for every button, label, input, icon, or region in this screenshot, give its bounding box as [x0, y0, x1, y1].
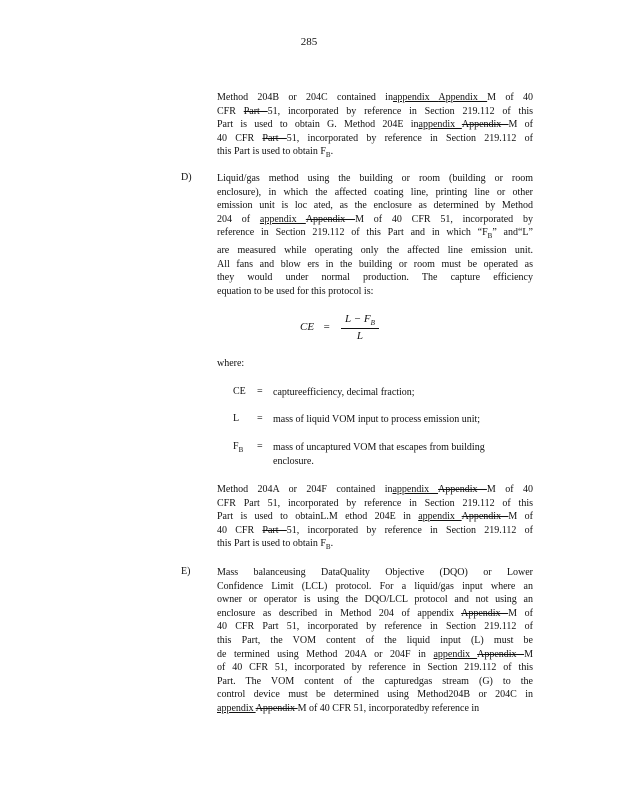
text-line: [217, 213, 533, 227]
definition-text: mass of liquid VOM input to process emission unit;: [273, 414, 481, 425]
inserted-text: appendix: [259, 213, 306, 225]
text-run: CFR: [217, 105, 244, 117]
inserted-text: Appendix: [438, 92, 488, 103]
text-run: Liquid/gas method using the building or room (building or room: [217, 173, 533, 184]
text-run: Method 204B or 204C contained in: [217, 92, 393, 103]
text-run: 51, incorporated by reference in Section 219.112 of this: [267, 105, 533, 117]
definition-symbol: CE: [233, 386, 246, 397]
struck-text: Part: [262, 524, 287, 536]
text-run: ” and“L”: [492, 227, 533, 239]
text-run: B: [325, 543, 331, 552]
paragraph-liquid-gas-method: [217, 172, 533, 298]
text-run: .: [330, 538, 334, 550]
text-run: Part. The VOM content of the capturedgas stream (G) to the: [217, 675, 533, 687]
text-run: 51, incorporated by reference in Section 219.112 of: [286, 524, 534, 536]
text-run: emission unit is loc ated, as the enclosure as determined by Method: [217, 200, 533, 212]
capture-efficiency-equation: [300, 313, 379, 342]
text-run: Mass balanceusing DataQuality Objective (DQO) or Lower: [217, 567, 533, 578]
struck-text: Appendix: [461, 119, 509, 131]
inserted-text: appendix: [217, 702, 256, 714]
section-label-e: E): [181, 566, 191, 577]
text-line: [217, 258, 533, 272]
inserted-text: appendix: [392, 92, 439, 103]
struck-text: Part: [262, 132, 287, 144]
struck-text: Appendix: [461, 511, 509, 523]
struck-text: Appendix: [438, 484, 487, 495]
text-line: [217, 566, 533, 580]
text-run: Method 204A or 204F contained in: [217, 484, 393, 495]
inserted-text: appendix: [433, 648, 478, 660]
text-line: [217, 91, 533, 105]
definition-text: captureefficiency, decimal fraction;: [273, 387, 415, 398]
text-run: of 40 CFR 51, incorporated by reference in Section 219.112 of this: [217, 662, 533, 674]
text-run: B: [487, 232, 493, 241]
text-run: CFR Part 51, incorporated by reference in Section 219.112 of this: [217, 497, 533, 509]
struck-text: Appendix: [255, 702, 298, 714]
text-run: this Part is used to obtain F: [217, 146, 326, 158]
text-run: owner or operator is using the DQO/LCL protocol and not using an: [217, 594, 533, 606]
where-label: where:: [217, 358, 245, 369]
definition-symbol: $F_B$: [233, 441, 244, 454]
text-line: [217, 607, 533, 621]
text-line: [217, 580, 533, 594]
text-line: [217, 537, 533, 555]
text-line: [217, 702, 533, 716]
text-line: [217, 105, 533, 119]
text-run: 40 CFR: [217, 524, 263, 536]
text-line: [217, 688, 533, 702]
text-run: 40 CFR Part 51, incorporated by reference in Section 219.112 of: [217, 621, 533, 633]
text-run: M of: [508, 607, 533, 619]
struck-text: Part: [243, 105, 268, 117]
text-line: [217, 244, 533, 258]
equation-denominator: L: [356, 330, 363, 343]
paragraph-method-204a: [217, 483, 533, 555]
text-line: [217, 271, 533, 285]
text-line: [217, 648, 533, 662]
inserted-text: appendix: [418, 511, 462, 523]
text-run: 204 of: [217, 213, 260, 225]
text-run: .: [330, 146, 334, 158]
definition-symbol: L: [233, 413, 240, 424]
text-line: [217, 132, 533, 146]
text-run: M of: [508, 511, 533, 523]
text-line: [217, 675, 533, 689]
text-line: [217, 634, 533, 648]
text-line: [217, 483, 533, 497]
text-run: de termined using Method 204A or 204F in: [217, 648, 434, 660]
text-run: B: [325, 151, 331, 160]
text-line: [217, 186, 533, 200]
text-line: [217, 172, 533, 186]
text-run: this Part is used to obtain F: [217, 538, 326, 550]
text-line: [217, 145, 533, 163]
definition-equals: =: [257, 413, 263, 424]
text-run: enclosure as described in Method 204 of appendix: [217, 607, 462, 619]
text-line: [217, 524, 533, 538]
text-line: [217, 497, 533, 511]
struck-text: Appendix: [477, 648, 525, 660]
text-run: Part is used to obtain G. Method 204E in: [217, 119, 419, 131]
struck-text: Appendix: [305, 213, 356, 225]
text-run: 40 CFR: [217, 132, 263, 144]
definition-equals: =: [257, 386, 263, 397]
text-run: 51, incorporated by reference in Section 219.112 of: [286, 132, 534, 144]
text-line: [217, 226, 533, 244]
text-run: this Part, the VOM content of the liquid input (L) must be: [217, 634, 533, 646]
text-run: they would under normal production. The capture efficiency: [217, 272, 533, 284]
text-run: All fans and blow ers in the building or room must be operated as: [217, 258, 533, 270]
text-line: [217, 199, 533, 213]
inserted-text: appendix: [392, 484, 439, 495]
text-run: equation to be used for this protocol is:: [217, 285, 374, 297]
definition-text: mass of uncaptured VOM that escapes from building enclosure.: [273, 442, 485, 467]
definition-equals: =: [257, 441, 263, 452]
section-label-d: D): [181, 172, 192, 183]
text-line: [217, 285, 533, 299]
text-run: M: [524, 648, 533, 660]
text-line: [217, 510, 533, 524]
struck-text: Appendix: [461, 607, 509, 619]
text-line: [217, 118, 533, 132]
equation-lhs: CE: [300, 321, 315, 334]
inserted-text: appendix: [418, 119, 462, 131]
text-run: M of 40: [486, 484, 533, 495]
paragraph-mass-balance: [217, 566, 533, 716]
text-run: Part is used to obtainL.M ethod 204E in: [217, 511, 419, 523]
equation-fraction: [341, 313, 379, 342]
text-run: enclosure), in which the affected coating line, printing line or other: [217, 186, 533, 198]
text-line: [217, 620, 533, 634]
text-run: are measured while operating only the affected line emission unit.: [217, 244, 533, 256]
text-run: control device must be determined using Method204B or 204C in: [217, 689, 533, 701]
text-run: M of 40: [487, 92, 533, 103]
equation-numerator: $L - F_B$: [341, 313, 379, 329]
text-run: M of 40 CFR 51, incorporatedby reference in: [297, 702, 480, 714]
page-number: 285: [300, 36, 318, 48]
text-line: [217, 593, 533, 607]
text-run: M of 40 CFR 51, incorporated by: [355, 213, 533, 225]
text-run: reference in Section 219.112 of this Part and in which “F: [217, 227, 488, 239]
text-run: Confidence Limit (LCL) protocol. For a liquid/gas input where an: [217, 580, 533, 592]
paragraph-method-204b: [217, 91, 533, 163]
text-run: M of: [508, 119, 533, 131]
equation-equals: =: [322, 321, 331, 334]
text-line: [217, 661, 533, 675]
